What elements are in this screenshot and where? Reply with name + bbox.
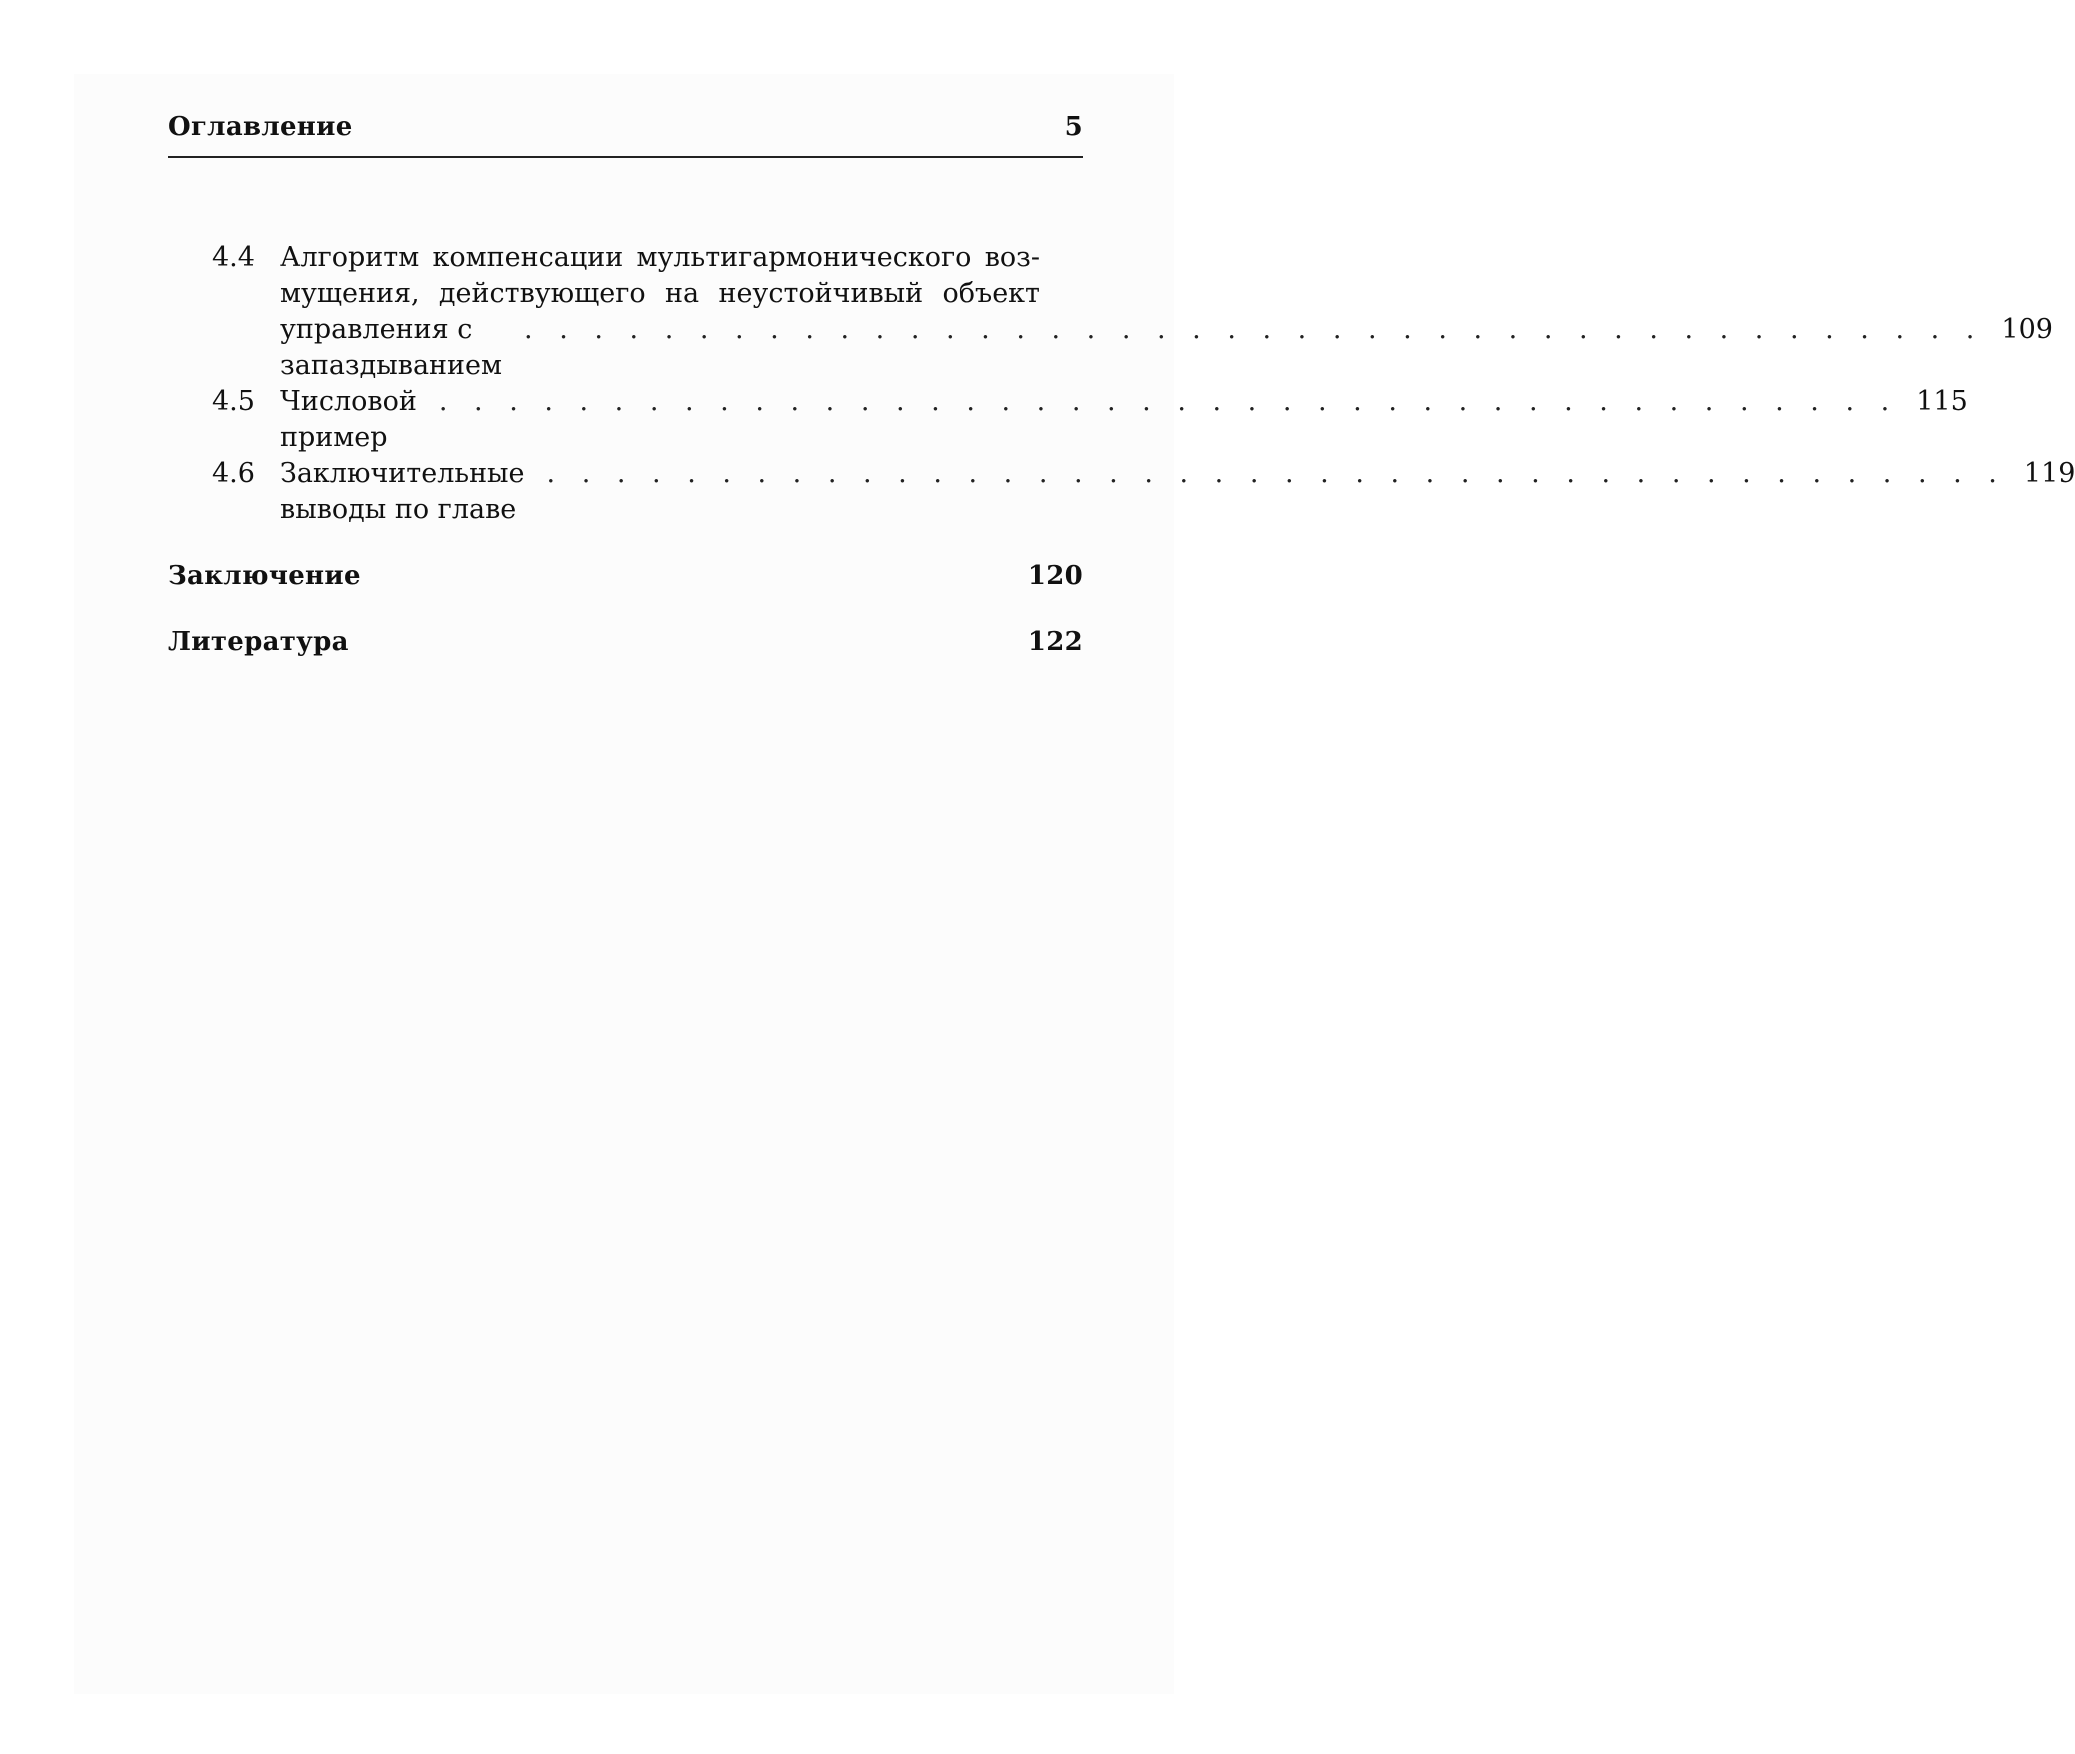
header-page-number: 5 [1064,112,1083,142]
section-body [280,456,2075,528]
section-number: 4.6 [212,458,255,489]
header-title: Оглавление [168,112,353,142]
toc-chapter-literature[interactable] [168,624,1083,660]
dot-leader: . . . . . . . . . . . . . . . . . . . . . . . . . . . . . . . . . . . . . . . . . . [546,458,2006,489]
toc-section-4-6[interactable] [168,456,2075,528]
section-page: 109 [2001,314,2053,345]
toc-section-4-5[interactable] [168,384,1968,456]
running-header [168,112,1083,158]
toc-chapter-conclusion[interactable] [168,558,1083,594]
dot-leader: . . . . . . . . . . . . . . . . . . . . . . . . . . . . . . . . . . . . . . . . . . [524,314,1984,345]
section-title-text: управления с запаздыванием [280,314,503,381]
section-page: 115 [1916,386,1968,417]
section-body [280,384,1968,456]
dot-leader: . . . . . . . . . . . . . . . . . . . . . . . . . . . . . . . . . . . . . . . . . . [438,386,1899,417]
section-page: 119 [2023,458,2075,489]
section-title-last-line [280,312,2053,384]
section-title-text: Числовой пример [280,386,417,453]
chapter-title: Литература [168,627,349,657]
section-title-last-line [280,384,1968,456]
chapter-page: 122 [1027,627,1083,657]
chapter-title: Заключение [168,561,361,591]
section-title-line: мущения, действующего на неустойчивый объект [280,278,1040,309]
section-title-last-line [280,456,2075,528]
chapter-page: 120 [1027,561,1083,591]
toc-section-4-4[interactable] [168,240,2053,384]
section-number: 4.5 [212,386,255,417]
section-number: 4.4 [212,242,255,273]
section-title-text: Заключительные выводы по главе [280,458,525,525]
section-body [280,240,2053,384]
section-title-line: Алгоритм компенсации мультигармонического воз- [280,242,1040,273]
table-of-contents [168,240,2075,660]
